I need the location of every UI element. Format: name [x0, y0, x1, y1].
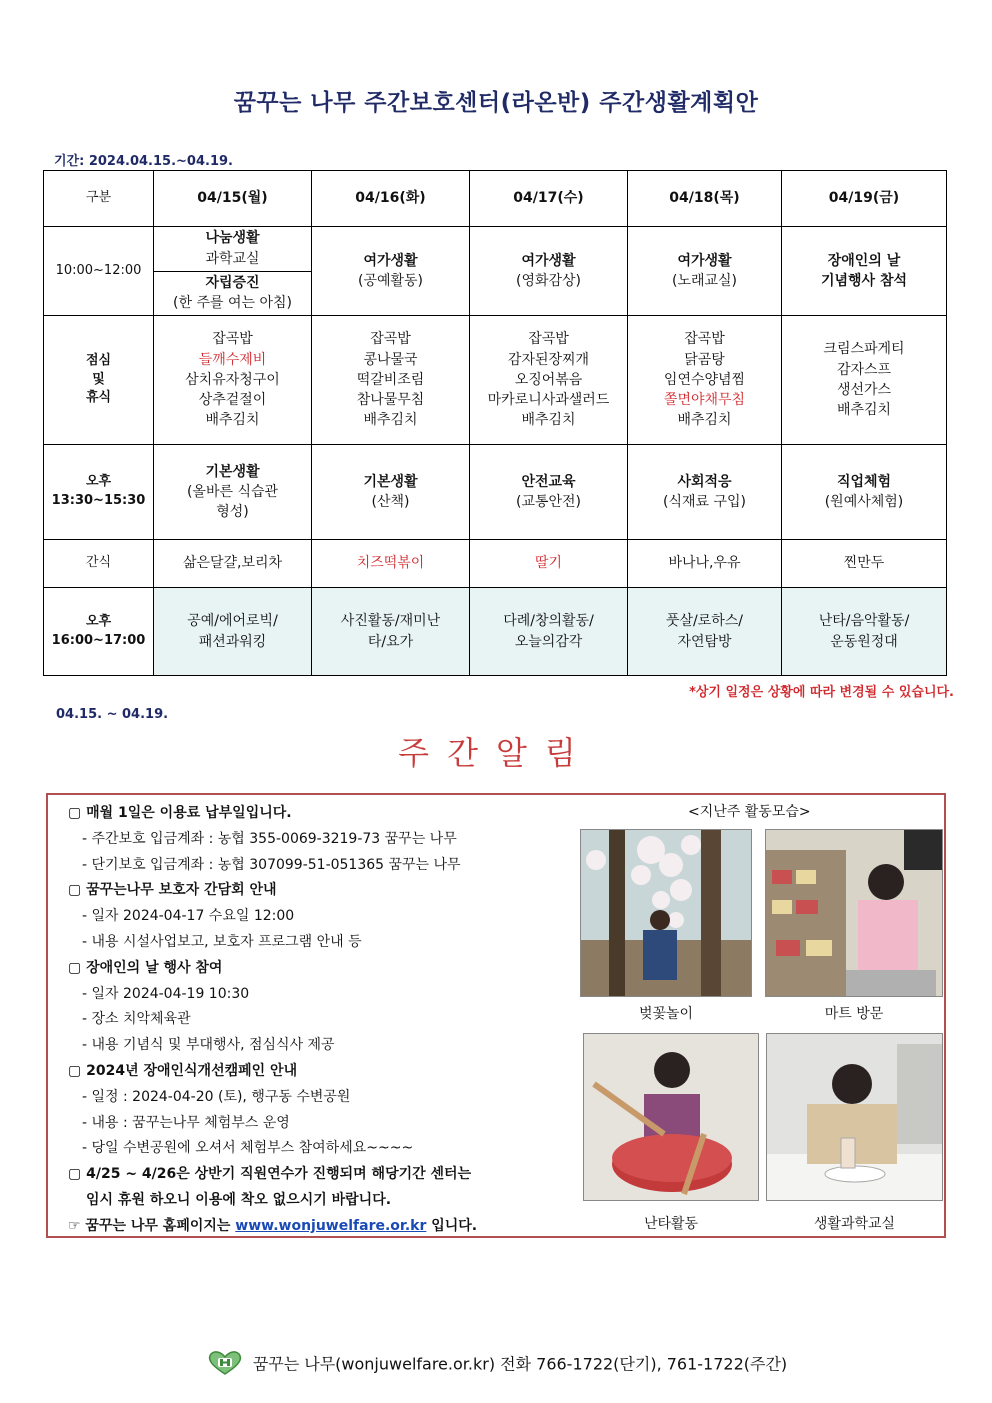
heart-logo-icon [205, 1350, 245, 1380]
cell-line: 형성) [216, 504, 249, 521]
cell-line: 장애인의 날 [827, 252, 901, 269]
table-row [44, 588, 947, 676]
cell-line: (산책) [371, 494, 410, 510]
row-header [44, 540, 154, 588]
schedule-cell [312, 227, 470, 316]
table-row [44, 540, 947, 588]
cell-line: 치즈떡볶이 [356, 555, 425, 572]
cell-line: 콩나물국 [363, 351, 418, 368]
notice-item: - 일자 2024-04-17 수요일 12:00 [82, 908, 295, 925]
cell-line: 크림스파게티 [823, 341, 905, 358]
notice-heading: ▢ 4/25 ~ 4/26은 상반기 직원연수가 진행되며 해당기간 센터는 [68, 1166, 472, 1183]
cell-line: (노래교실) [671, 273, 738, 289]
cell-line: 나눔생활 [205, 230, 260, 247]
day-header: 04/19(금) [782, 171, 947, 227]
schedule-cell [782, 445, 947, 540]
footer-text: 꿈꾸는 나무(wonjuwelfare.or.kr) 전화 766-1722(단기), 761-1722(주간) [252, 1354, 788, 1374]
cell-line: 떡갈비조림 [356, 371, 425, 388]
row-header-line: 휴식 [85, 390, 112, 406]
photo-mart-visit [765, 829, 943, 997]
caption-cherry-blossom: 벚꽃놀이 [638, 1006, 694, 1022]
notice-item: 임시 휴원 하오니 이용에 착오 없으시기 바랍니다. [86, 1191, 392, 1208]
schedule-cell [470, 316, 628, 445]
cell-line: 직업체험 [836, 473, 892, 490]
row-header-line: 13:30~15:30 [51, 493, 146, 508]
schedule-cell [628, 445, 782, 540]
day-header: 04/18(목) [628, 171, 782, 227]
cell-line: 임연수양념찜 [663, 371, 746, 388]
notice-item: - 주간보호 입금계좌 : 농협 355-0069-3219-73 꿈꾸는 나무 [82, 830, 457, 847]
cell-line: 닭곰탕 [684, 351, 725, 368]
cell-line: 잡곡밥 [212, 331, 253, 348]
cell-line: (공예활동) [357, 273, 424, 289]
cell-line: 딸기 [534, 555, 563, 572]
cell-line: 사진활동/재미난 [340, 613, 441, 630]
cell-line: 사회적응 [677, 473, 732, 490]
schedule-cell [154, 227, 312, 316]
schedule-cell [470, 588, 628, 676]
row-header-line: 및 [92, 371, 105, 387]
cell-line: 기념행사 참석 [820, 273, 908, 289]
cell-line: 잡곡밥 [684, 331, 725, 348]
cell-line: 잡곡밥 [370, 331, 411, 348]
schedule-cell [470, 540, 628, 588]
cell-line: 패션과워킹 [198, 633, 267, 650]
schedule-cell [470, 445, 628, 540]
homepage-suffix: 입니다. [426, 1217, 478, 1234]
table-row [44, 227, 947, 316]
homepage-link[interactable]: www.wonjuwelfare.or.kr [235, 1217, 427, 1234]
cell-line: 오징어볶음 [514, 371, 583, 388]
cell-line: (한 주를 여는 아침) [173, 295, 292, 312]
notice-box [46, 793, 946, 1238]
table-row [44, 445, 947, 540]
schedule-cell [628, 588, 782, 676]
notice-heading: ▢ 장애인의 날 행사 참여 [68, 959, 223, 976]
day-header: 04/15(월) [154, 171, 312, 227]
cell-line: 안전교육 [521, 473, 576, 490]
schedule-cell [782, 588, 947, 676]
row-header [44, 227, 154, 316]
schedule-cell [782, 540, 947, 588]
caption-science-class: 생활과학교실 [813, 1216, 896, 1232]
cell-line: 삼치유자청구이 [185, 371, 280, 388]
row-header [44, 588, 154, 676]
schedule-cell [628, 316, 782, 445]
notice-item: - 내용 시설사업보고, 보호자 프로그램 안내 등 [82, 933, 362, 950]
schedule-cell [628, 540, 782, 588]
cell-line: 감자스프 [836, 361, 892, 378]
cell-line: 오늘의감각 [514, 633, 583, 650]
cell-line: 참나물무침 [356, 392, 425, 409]
notice-item: - 내용 : 꿈꾸는나무 체험부스 운영 [82, 1114, 290, 1131]
caption-nanta: 난타활동 [643, 1216, 699, 1232]
cell-line: 과학교실 [205, 250, 260, 267]
schedule-cell [154, 316, 312, 445]
row-header [44, 445, 154, 540]
photo-cherry-blossom [580, 829, 752, 997]
cell-line: 다례/창의활동/ [503, 613, 594, 630]
cell-line: 난타/음악활동/ [818, 613, 910, 630]
notice-heading: ▢ 매월 1일은 이용료 납부일입니다. [68, 805, 292, 821]
cell-line: 여가생활 [363, 252, 418, 269]
schedule-cell [154, 540, 312, 588]
corner-cell: 구분 [44, 171, 154, 227]
notice-period: 04.15. ~ 04.19. [56, 707, 169, 722]
cell-line: 생선가스 [836, 382, 892, 398]
cell-line: 마카로니사과샐러드 [487, 392, 610, 409]
schedule-cell [782, 227, 947, 316]
schedule-cell [312, 588, 470, 676]
cell-line: (올바른 식습관 [186, 483, 279, 500]
day-header: 04/17(수) [470, 171, 628, 227]
period-label: 기간: 2024.04.15.~04.19. [54, 154, 233, 169]
row-header-line: 간식 [85, 555, 112, 571]
photo-nanta [583, 1033, 759, 1201]
homepage-prefix: ☞ 꿈꾸는 나무 홈페이지는 [68, 1217, 236, 1234]
notice-heading: ▢ 꿈꾸는나무 보호자 간담회 안내 [68, 882, 277, 899]
row-header-line: 오후 [85, 474, 112, 490]
notice-item: - 장소 치악체육관 [82, 1011, 191, 1028]
cell-line: (원예사체험) [824, 494, 904, 510]
cell-line: 쫄면야채무침 [663, 392, 746, 409]
schedule-cell [628, 227, 782, 316]
cell-subsection [154, 271, 311, 314]
page-title: 꿈꾸는 나무 주간보호센터(라온반) 주간생활계획안 [233, 90, 759, 116]
day-header: 04/16(화) [312, 171, 470, 227]
cell-line: 배추김치 [363, 412, 418, 429]
cell-line: 잡곡밥 [528, 331, 569, 348]
cell-line: (영화감상) [515, 273, 582, 289]
row-header-line: 10:00~12:00 [55, 262, 142, 278]
table-header-row [44, 171, 947, 227]
notice-list [68, 801, 568, 1240]
notice-item: - 일자 2024-04-19 10:30 [82, 985, 250, 1002]
weekly-notice-title: 주간알림 [398, 734, 594, 772]
weekly-plan-table [43, 170, 947, 676]
schedule-cell [312, 316, 470, 445]
schedule-cell [470, 227, 628, 316]
notice-item: - 당일 수변공원에 오셔서 체험부스 참여하세요~~~~ [82, 1140, 414, 1157]
cell-line: 공예/에어로빅/ [187, 613, 278, 630]
cell-line: 배추김치 [677, 412, 732, 429]
homepage-line [68, 1214, 568, 1240]
cell-line: 배추김치 [836, 402, 892, 419]
schedule-cell [154, 445, 312, 540]
schedule-cell [782, 316, 947, 445]
cell-line: 여가생활 [521, 252, 576, 269]
schedule-cell [154, 588, 312, 676]
row-header-line: 점심 [85, 352, 112, 368]
cell-line: 자연탐방 [677, 633, 732, 650]
cell-line: (식재료 구입) [663, 494, 746, 510]
cell-line: 삶은달걀,보리차 [182, 555, 283, 572]
cell-line: 배추김치 [521, 412, 576, 429]
cell-line: 들깨수제비 [198, 351, 267, 368]
cell-line: (교통안전) [515, 494, 582, 510]
caption-mart-visit: 마트 방문 [824, 1006, 884, 1022]
schedule-notice: *상기 일정은 상황에 따라 변경될 수 있습니다. [689, 685, 954, 700]
row-header-line: 오후 [85, 613, 112, 629]
schedule-cell [312, 540, 470, 588]
cell-line: 운동원정대 [830, 633, 898, 650]
schedule-cell [312, 445, 470, 540]
cell-line: 감자된장찌개 [507, 351, 590, 368]
cell-line: 기본생활 [363, 473, 418, 490]
cell-line: 찐만두 [843, 555, 885, 572]
footer [0, 1350, 992, 1380]
notice-item: - 단기보호 입금계좌 : 농협 307099-51-051365 꿈꾸는 나무 [82, 856, 461, 873]
notice-heading: ▢ 2024년 장애인식개선캠페인 안내 [68, 1062, 298, 1079]
gallery-title: <지난주 활동모습> [688, 804, 811, 820]
photo-science-class [766, 1033, 943, 1201]
cell-line: 자립증진 [205, 275, 260, 291]
cell-line: 여가생활 [677, 252, 732, 269]
table-row [44, 316, 947, 445]
cell-line: 상추겉절이 [198, 392, 267, 409]
cell-line: 타/요가 [367, 633, 414, 650]
cell-line: 기본생활 [205, 463, 260, 480]
cell-line: 바나나,우유 [668, 555, 741, 572]
notice-item: - 내용 기념식 및 부대행사, 점심식사 제공 [82, 1037, 335, 1054]
row-header-line: 16:00~17:00 [51, 632, 146, 648]
cell-line: 풋살/로하스/ [665, 613, 744, 630]
cell-line: 배추김치 [205, 412, 260, 429]
notice-item: - 일정 : 2024-04-20 (토), 행구동 수변공원 [82, 1088, 351, 1105]
row-header [44, 316, 154, 445]
